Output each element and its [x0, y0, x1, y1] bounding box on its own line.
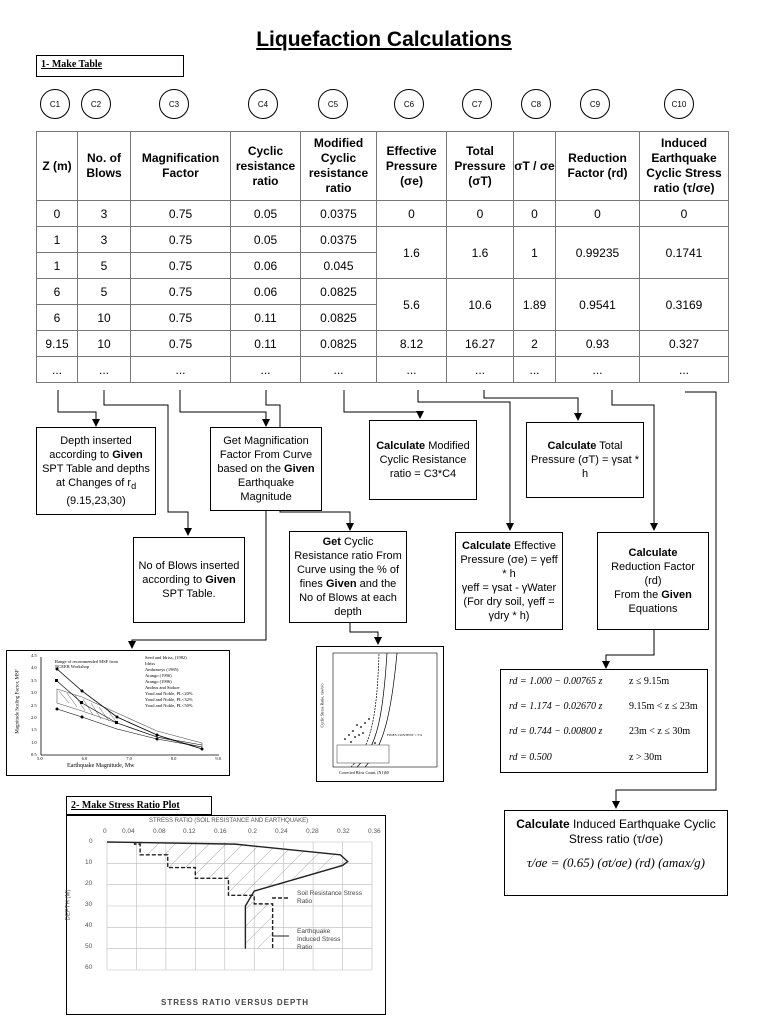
table-cell: 5	[78, 253, 131, 279]
box-blows: No of Blows inserted according to Given SPT Table.	[133, 537, 245, 623]
table-cell: 0	[377, 201, 447, 227]
msf-chart	[6, 650, 230, 776]
tick-label: 20	[85, 880, 93, 887]
tick-label: 0.04	[122, 828, 135, 835]
tick-label: 60	[85, 964, 93, 971]
legend-soil: Soil Resistance Stress Ratio	[297, 890, 363, 905]
legend-item: Youd and Noble, PL<50%	[145, 703, 193, 708]
legend-item: Arango (1996)	[145, 679, 172, 684]
table-cell: 8.12	[377, 331, 447, 357]
table-cell: 0.327	[640, 331, 729, 357]
tick-label: 0.08	[153, 828, 166, 835]
col-circle-c2: C2	[81, 89, 111, 119]
box-cyclic: Get Cyclic Resistance ratio From Curve using the % of fines Given and the No of Blows at each depth	[289, 531, 407, 623]
col-circle-c1: C1	[40, 89, 70, 119]
section-stress-plot: 2- Make Stress Ratio Plot	[66, 796, 212, 815]
tick-label: 6.0	[81, 756, 88, 761]
tick-label: 8.0	[170, 756, 177, 761]
table-cell: 0	[514, 201, 556, 227]
table-cell: 1.89	[514, 279, 556, 331]
equation-text: rd = 0.500	[509, 752, 552, 763]
table-cell: 0.99235	[556, 227, 640, 279]
table-cell: 0.75	[131, 201, 231, 227]
table-cell: 0	[37, 201, 78, 227]
table-cell: 0.06	[231, 253, 301, 279]
table-cell: ...	[131, 357, 231, 383]
equation-text: rd = 1.174 − 0.02670 z	[509, 701, 603, 712]
arrow-c7	[484, 390, 578, 420]
table-cell: 0.0825	[301, 279, 377, 305]
table-cell: 0.9541	[556, 279, 640, 331]
table-cell: 0.93	[556, 331, 640, 357]
equation-text: rd = 1.000 − 0.00765 z	[509, 676, 603, 687]
arrow-c3	[180, 390, 266, 426]
legend-item: Arango (1996)	[145, 673, 172, 678]
legend-item: Youd and Noble, PL<20%	[145, 691, 193, 696]
tick-label: 3.0	[31, 690, 37, 696]
legend-item: Andrus and Stokoe	[145, 685, 180, 690]
arrow-c1	[58, 390, 96, 426]
table-cell: 1.6	[377, 227, 447, 279]
table-cell: 0.11	[231, 331, 301, 357]
box-total: Calculate Total Pressure (σT) = γsat * h	[526, 422, 644, 498]
legend-earthquake: Earthquake Induced Stress Ratio	[297, 928, 341, 951]
table-cell: 0.0825	[301, 331, 377, 357]
box-magnification: Get Magnification Factor From Curve based on the Given Earthquake Magnitude	[210, 427, 322, 511]
equation-range: z ≤ 9.15m	[629, 676, 670, 687]
header-ratio: σT / σe	[514, 132, 556, 201]
rd-equations	[500, 669, 708, 773]
table-cell: 0.3169	[640, 279, 729, 331]
legend-item: Ambraseys (1985)	[145, 667, 179, 672]
tick-label: 30	[85, 901, 93, 908]
crr-ylabel: Cyclic Stress Ratio, τav/σ'o	[319, 683, 325, 728]
tick-label: 0.5	[31, 752, 37, 757]
table-cell: 0.0375	[301, 227, 377, 253]
stress-ratio-chart	[66, 815, 386, 1015]
header-blows: No. of Blows	[78, 132, 131, 201]
table-cell: 10.6	[447, 279, 514, 331]
page-title: Liquefaction Calculations	[256, 28, 512, 51]
tick-label: 0.12	[183, 828, 196, 835]
table-cell: ...	[231, 357, 301, 383]
crr-caption: FINES CONTENT ≥ 5%	[387, 733, 423, 737]
msf-legend	[145, 655, 225, 709]
box-depth: Depth inserted according to Given SPT Table and depths at Changes of $r_d$ (9.15,23,30)	[36, 427, 156, 515]
table-cell: 0	[556, 201, 640, 227]
msf-xlabel: Earthquake Magnitude, Mw	[67, 763, 135, 769]
table-cell: 0.05	[231, 227, 301, 253]
tick-label: 0.2	[248, 828, 258, 835]
table-cell: 0	[447, 201, 514, 227]
col-circle-c6: C6	[394, 89, 424, 119]
msf-ylabel: Magnitude Scaling Factor, MSF	[15, 669, 21, 734]
legend-item: Idriss	[145, 661, 155, 666]
equation-text: rd = 0.744 − 0.00800 z	[509, 726, 603, 737]
header-total: Total Pressure (σT)	[447, 132, 514, 201]
col-circle-c4: C4	[248, 89, 278, 119]
tick-label: 50	[85, 943, 93, 950]
col-circle-c3: C3	[159, 89, 189, 119]
table-cell: 10	[78, 331, 131, 357]
table-cell: 5.6	[377, 279, 447, 331]
table-cell: ...	[514, 357, 556, 383]
table-cell: ...	[37, 357, 78, 383]
tick-label: 10	[85, 859, 93, 866]
tick-label: 1.5	[31, 727, 37, 733]
crr-xlabel: Corrected Blow Count, (N1)60	[339, 770, 389, 775]
table-cell: 5	[78, 279, 131, 305]
table-cell: 1	[37, 227, 78, 253]
table-cell: 0.1741	[640, 227, 729, 279]
table-cell: 6	[37, 305, 78, 331]
table-cell: 3	[78, 201, 131, 227]
table-cell: 0.75	[131, 227, 231, 253]
tick-label: 0.32	[337, 828, 350, 835]
header-induced: Induced Earthquake Cyclic Stress ratio (τ/σe)	[640, 132, 729, 201]
tick-label: 0.28	[306, 828, 319, 835]
col-circle-c7: C7	[462, 89, 492, 119]
table-cell: ...	[556, 357, 640, 383]
stress-ratio-plot	[67, 816, 385, 1014]
table-cell: 0.75	[131, 279, 231, 305]
tick-label: 0.16	[214, 828, 227, 835]
msf-xticks	[37, 756, 221, 761]
header-cyclic: Cyclic resistance ratio	[231, 132, 301, 201]
arrow-crr	[350, 623, 378, 644]
table-cell: 0.75	[131, 253, 231, 279]
table-cell: 9.15	[37, 331, 78, 357]
arrow-rd	[606, 628, 654, 668]
table-cell: 0.11	[231, 305, 301, 331]
equation-range: 23m < z ≤ 30m	[629, 726, 691, 737]
box-reduction: Calculate Reduction Factor (rd) From the Given Equations	[597, 532, 709, 630]
tick-label: 2.5	[31, 702, 37, 708]
col-circle-c10: C10	[664, 89, 694, 119]
table-cell: 0.045	[301, 253, 377, 279]
section-make-table: 1- Make Table	[36, 55, 184, 77]
table-cell: 0	[640, 201, 729, 227]
chart-title: STRESS RATIO (SOIL RESISTANCE AND EARTHQUAKE)	[149, 818, 309, 824]
header-modified: Modified Cyclic resistance ratio	[301, 132, 377, 201]
table-cell: ...	[640, 357, 729, 383]
tick-label: 40	[85, 922, 93, 929]
table-cell: 0.75	[131, 331, 231, 357]
col-circle-c9: C9	[580, 89, 610, 119]
table-cell: 0.05	[231, 201, 301, 227]
table-cell: 1	[514, 227, 556, 279]
tick-label: 1.0	[31, 739, 37, 745]
arrow-c5	[344, 390, 420, 418]
msf-yticks	[31, 653, 37, 757]
table-cell: 0.75	[131, 305, 231, 331]
tick-label: 5.0	[37, 756, 43, 761]
header-reduction: Reduction Factor (rd)	[556, 132, 640, 201]
chart-ylabel: DEPTH (M)	[65, 889, 72, 921]
tick-label: 4.0	[31, 665, 37, 671]
box-induced: Calculate Induced Earthquake Cyclic Stress ratio (τ/σe) τ/σe = (0.65) (σt/σe) (rd) (amax/g)	[504, 810, 728, 896]
table-cell: 16.27	[447, 331, 514, 357]
crr-chart	[316, 646, 444, 782]
table-cell: 0.06	[231, 279, 301, 305]
table-cell: ...	[78, 357, 131, 383]
tick-label: 7.0	[126, 756, 132, 761]
box-modified: Calculate Modified Cyclic Resistance ratio = C3*C4	[369, 420, 477, 500]
table-cell: 1.6	[447, 227, 514, 279]
table-cell: 10	[78, 305, 131, 331]
chart-subtitle: STRESS RATIO VERSUS DEPTH	[161, 998, 309, 1007]
col-circle-c5: C5	[318, 89, 348, 119]
equation-range: z > 30m	[629, 752, 662, 763]
tick-label: 0	[89, 838, 93, 845]
table-cell: ...	[301, 357, 377, 383]
tick-label: 4.5	[31, 653, 37, 658]
header-effective: Effective Pressure (σe)	[377, 132, 447, 201]
tick-label: 3.5	[31, 677, 37, 683]
tick-label: 0.36	[368, 828, 381, 835]
legend-item: Youd and Noble, PL<32%	[145, 697, 193, 702]
table-cell: 0.0375	[301, 201, 377, 227]
table-cell: ...	[377, 357, 447, 383]
tick-label: 2.0	[31, 714, 37, 720]
header-z: Z (m)	[37, 132, 78, 201]
msf-note: Range of recommended MSF from NCEER Workshop	[55, 659, 118, 669]
table-cell: 1	[37, 253, 78, 279]
legend-item: Seed and Idriss, (1982)	[145, 655, 187, 660]
tick-label: 0.24	[275, 828, 288, 835]
table-cell: 3	[78, 227, 131, 253]
table-cell: 6	[37, 279, 78, 305]
induced-formula: τ/σe = (0.65) (σt/σe) (rd) (amax/g)	[526, 855, 705, 870]
equation-range: 9.15m < z ≤ 23m	[629, 701, 698, 712]
table-cell: ...	[447, 357, 514, 383]
table-cell: 2	[514, 331, 556, 357]
tick-label: 0	[103, 828, 107, 835]
table-cell: 0.0825	[301, 305, 377, 331]
col-circle-c8: C8	[521, 89, 551, 119]
tick-label: 9.0	[215, 756, 221, 761]
header-magnification: Magnification Factor	[131, 132, 231, 201]
box-effective: Calculate Effective Pressure (σe) = γeff * h γeff = γsat - γWater (For dry soil, γeff = γdry * h)	[455, 532, 563, 630]
